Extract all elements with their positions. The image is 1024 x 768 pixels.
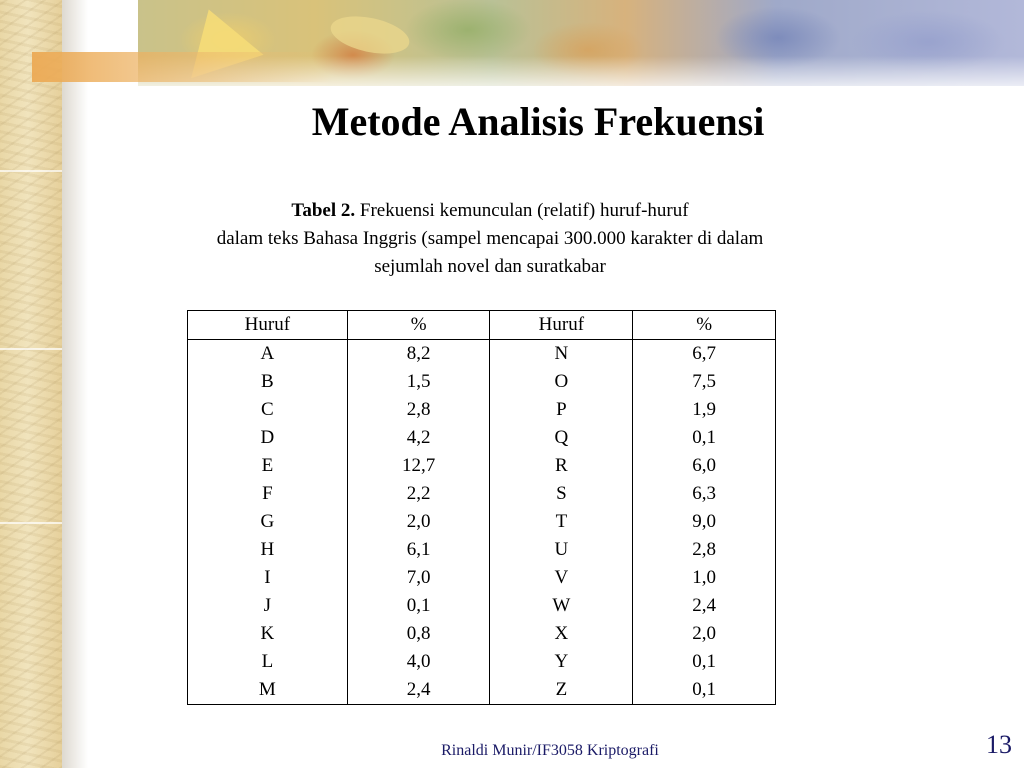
strip-seam — [0, 348, 62, 350]
cell-percent: 2,8 — [347, 396, 490, 424]
cell-letter: F — [188, 480, 348, 508]
cell-letter: B — [188, 368, 348, 396]
cell-percent: 7,5 — [633, 368, 776, 396]
cell-letter: P — [490, 396, 633, 424]
cell-letter: R — [490, 452, 633, 480]
table-row — [188, 620, 776, 648]
cell-letter: K — [188, 620, 348, 648]
cell-percent: 0,1 — [633, 424, 776, 452]
cell-percent: 1,5 — [347, 368, 490, 396]
header-percent: % — [347, 311, 490, 340]
cell-percent: 4,2 — [347, 424, 490, 452]
table-row — [188, 536, 776, 564]
cell-percent: 8,2 — [347, 340, 490, 369]
table-body — [188, 340, 776, 705]
cell-percent: 2,2 — [347, 480, 490, 508]
cell-percent: 6,3 — [633, 480, 776, 508]
table-caption — [88, 197, 892, 281]
cell-percent: 1,0 — [633, 564, 776, 592]
table-row — [188, 396, 776, 424]
cell-letter: T — [490, 508, 633, 536]
parchment-side-strip — [0, 0, 62, 768]
cell-percent: 0,8 — [347, 620, 490, 648]
slide-title: Metode Analisis Frekuensi — [311, 99, 765, 144]
table-row — [188, 424, 776, 452]
orange-accent-bar — [32, 52, 332, 82]
table-row — [188, 676, 776, 705]
cell-letter: Q — [490, 424, 633, 452]
frequency-table — [187, 310, 776, 705]
cell-letter: I — [188, 564, 348, 592]
cell-letter: Y — [490, 648, 633, 676]
cell-percent: 12,7 — [347, 452, 490, 480]
cell-percent: 9,0 — [633, 508, 776, 536]
table-header-row — [188, 311, 776, 340]
cell-letter: L — [188, 648, 348, 676]
cell-percent: 2,0 — [347, 508, 490, 536]
cell-percent: 2,4 — [347, 676, 490, 705]
slide-number: 13 — [986, 730, 1012, 759]
cell-percent: 2,8 — [633, 536, 776, 564]
cell-percent: 4,0 — [347, 648, 490, 676]
cell-letter: D — [188, 424, 348, 452]
header-percent: % — [633, 311, 776, 340]
cell-letter: V — [490, 564, 633, 592]
table-row — [188, 592, 776, 620]
cell-letter: M — [188, 676, 348, 705]
cell-percent: 0,1 — [347, 592, 490, 620]
cell-letter: X — [490, 620, 633, 648]
cell-percent: 0,1 — [633, 676, 776, 705]
cell-percent: 7,0 — [347, 564, 490, 592]
cell-percent: 6,0 — [633, 452, 776, 480]
cell-letter: A — [188, 340, 348, 369]
cell-percent: 1,9 — [633, 396, 776, 424]
cell-percent: 2,0 — [633, 620, 776, 648]
table-row — [188, 648, 776, 676]
cell-percent: 6,7 — [633, 340, 776, 369]
side-shadow — [62, 0, 88, 768]
caption-label: Tabel 2. — [291, 200, 356, 221]
cell-letter: U — [490, 536, 633, 564]
table-row — [188, 480, 776, 508]
cell-letter: G — [188, 508, 348, 536]
cell-letter: N — [490, 340, 633, 369]
table-row — [188, 564, 776, 592]
table-row — [188, 452, 776, 480]
cell-letter: O — [490, 368, 633, 396]
strip-seam — [0, 522, 62, 524]
caption-line-3: sejumlah novel dan suratkabar — [374, 256, 606, 277]
cell-letter: J — [188, 592, 348, 620]
strip-seam — [0, 170, 62, 172]
cell-letter: E — [188, 452, 348, 480]
cell-letter: C — [188, 396, 348, 424]
cell-letter: H — [188, 536, 348, 564]
cell-letter: W — [490, 592, 633, 620]
header-letter: Huruf — [490, 311, 633, 340]
caption-line-2: dalam teks Bahasa Inggris (sampel mencapai 300.000 karakter di dalam — [216, 228, 764, 249]
cell-percent: 2,4 — [633, 592, 776, 620]
caption-line-1: Frekuensi kemunculan (relatif) huruf-huruf — [355, 200, 689, 221]
cell-letter: S — [490, 480, 633, 508]
cell-percent: 0,1 — [633, 648, 776, 676]
cell-percent: 6,1 — [347, 536, 490, 564]
table-row — [188, 508, 776, 536]
cell-letter: Z — [490, 676, 633, 705]
table-row — [188, 340, 776, 369]
table-row — [188, 368, 776, 396]
footer-credit: Rinaldi Munir/IF3058 Kriptografi — [441, 742, 659, 759]
header-letter: Huruf — [188, 311, 348, 340]
